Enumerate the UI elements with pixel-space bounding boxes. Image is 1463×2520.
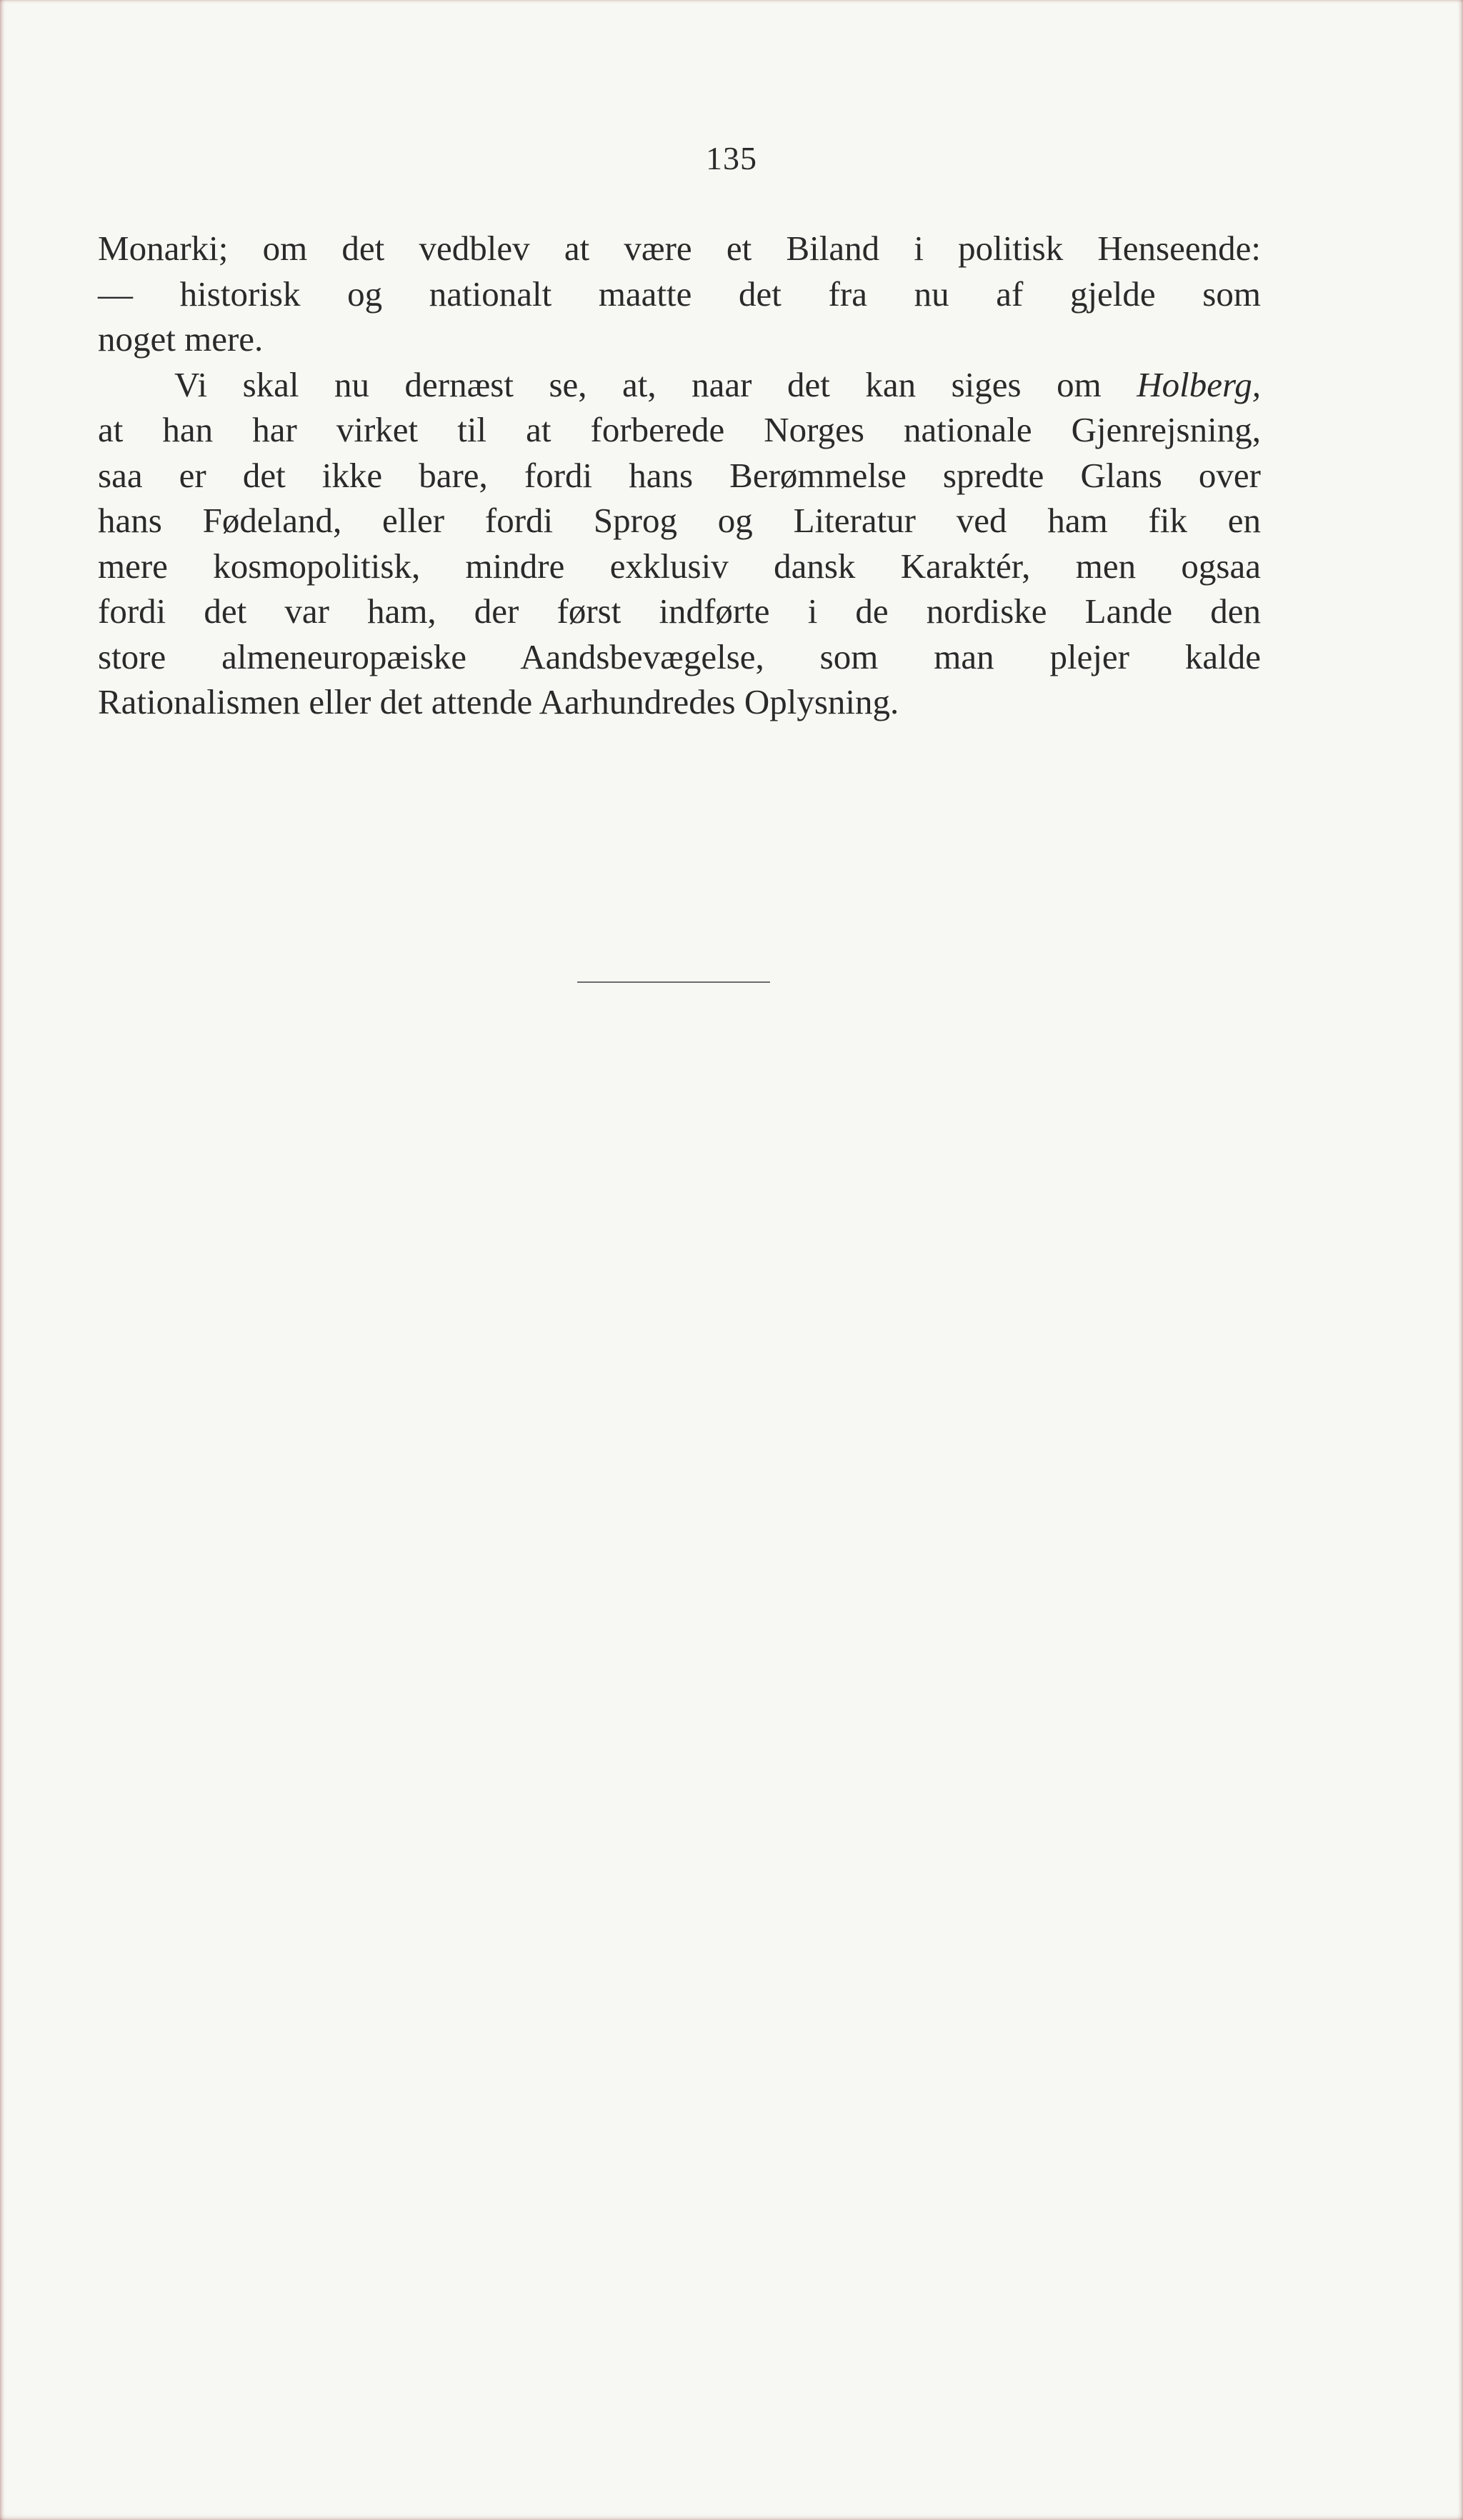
text-line: noget mere. (98, 319, 264, 359)
body-text (98, 226, 1261, 725)
paragraph-first-line (98, 362, 1261, 408)
text-line: mere kosmopolitisk, mindre exklusiv dansk Karaktér, men ogsaa (98, 546, 1261, 586)
text-fragment: Vi skal nu dernæst se, at, naar det kan siges om (174, 364, 1137, 404)
italic-name-holberg: Holberg, (1137, 364, 1261, 404)
text-line: store almeneuropæiske Aandsbevægelse, som man plejer kalde (98, 636, 1261, 676)
text-line: hans Fødeland, eller fordi Sprog og Literatur ved ham fik en (98, 501, 1261, 540)
section-end-rule (577, 981, 770, 983)
page-number: 135 (706, 140, 757, 176)
text-line: saa er det ikke bare, fordi hans Berømmelse spredte Glans over (98, 455, 1261, 495)
text-line: Rationalismen eller det attende Aarhundredes Oplysning. (98, 682, 899, 721)
text-line: at han har virket til at forberede Norges nationale Gjenrejsning, (98, 410, 1261, 449)
text-line: Monarki; om det vedblev at være et Biland i politisk Henseende: (98, 229, 1261, 268)
text-line: fordi det var ham, der først indførte i de nordiske Lande den (98, 591, 1261, 631)
text-line: — historisk og nationalt maatte det fra nu af gjelde som (98, 274, 1261, 314)
